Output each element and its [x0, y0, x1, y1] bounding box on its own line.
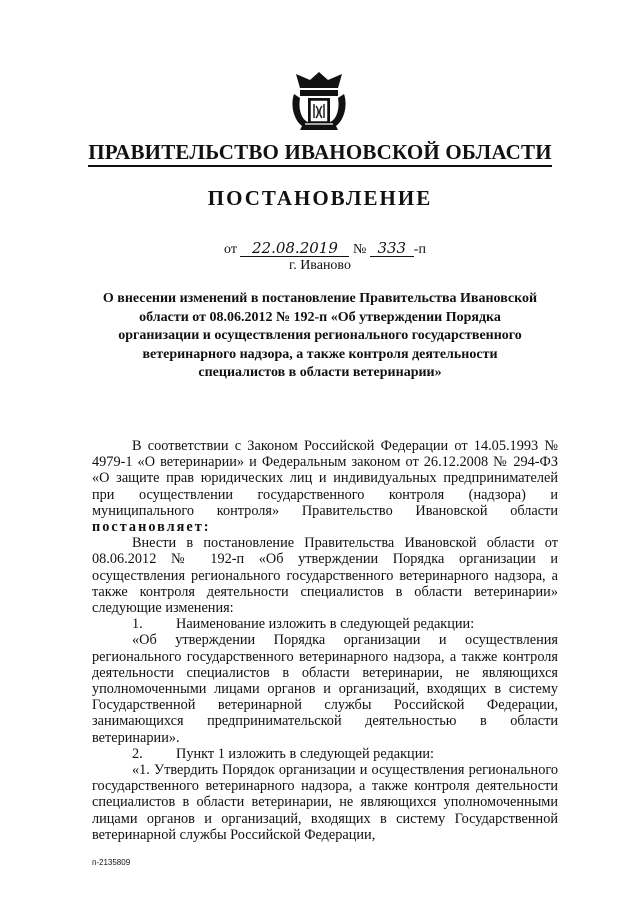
document-body: [92, 438, 558, 843]
government-title: ПРАВИТЕЛЬСТВО ИВАНОВСКОЙ ОБЛАСТИ: [0, 140, 640, 165]
intro-paragraph: [92, 438, 558, 535]
document-type: ПОСТАНОВЛЕНИЕ: [207, 186, 433, 210]
item-2-number: 2.: [132, 745, 143, 762]
date-prefix: от: [224, 242, 237, 257]
document-number-line: [224, 240, 426, 258]
number-prefix: №: [352, 242, 367, 257]
intro-text: В соответствии с Законом Российской Федерации от 14.05.1993 № 4979-1 «О ветеринарии» и Федеральным законом от 26.12.2008 № 294-ФЗ «О защите прав юридических лиц и индивидуальных предпринимателей при осуществлении государственного контроля (надзора) и муниципального контроля» Правительство Ивановской области: [92, 438, 558, 519]
item-1-quote: «Об утверждении Порядка организации и осуществления регионального государственного ветеринарного надзора, а также контроля деятельности специалистов в области ветеринарии, не являющихся уполномоченными лицами органов и организаций, входящих в систему Государственной ветеринарной службы Российской Федерации, занимающихся предпринимательской деятельностью в области ветеринарии».: [92, 632, 558, 746]
item-2: [92, 746, 558, 762]
item-1-text: Наименование изложить в следующей редакции:: [176, 616, 475, 633]
document-subject: О внесении изменений в постановление Правительства Ивановской области от 08.06.2012 № 192-п «Об утверждении Порядка организации и осуществления регионального государственного ветеринарного надзора, а также контроля деятельности специалистов в области ветеринарии»: [102, 291, 538, 380]
item-1: [92, 616, 558, 632]
city: г. Иваново: [289, 258, 351, 273]
document-date: 22.08.2019: [240, 240, 349, 257]
document-number: 333: [370, 240, 414, 257]
amend-paragraph: Внести в постановление Правительства Ивановской области от 08.06.2012 № 192-п «Об утверждении Порядка организации и осуществления регионального государственного ветеринарного надзора, а также контроля деятельности специалистов в области ветеринарии» следующие изменения:: [92, 535, 558, 617]
item-2-text: Пункт 1 изложить в следующей редакции:: [176, 745, 434, 762]
item-1-number: 1.: [132, 616, 143, 633]
coat-of-arms-icon: [290, 70, 348, 132]
item-2-quote: «1. Утвердить Порядок организации и осуществления регионального государственного ветеринарного надзора, а также контроля деятельности специалистов в области ветеринарии, не являющихся уполномоченными лицами органов и организаций, входящих в систему Государственной ветеринарной службы Российской Федерации,: [92, 762, 558, 843]
number-suffix: -п: [413, 242, 426, 257]
decree-word: постановляет:: [92, 519, 211, 536]
footer-code: п-2135809: [92, 858, 131, 867]
